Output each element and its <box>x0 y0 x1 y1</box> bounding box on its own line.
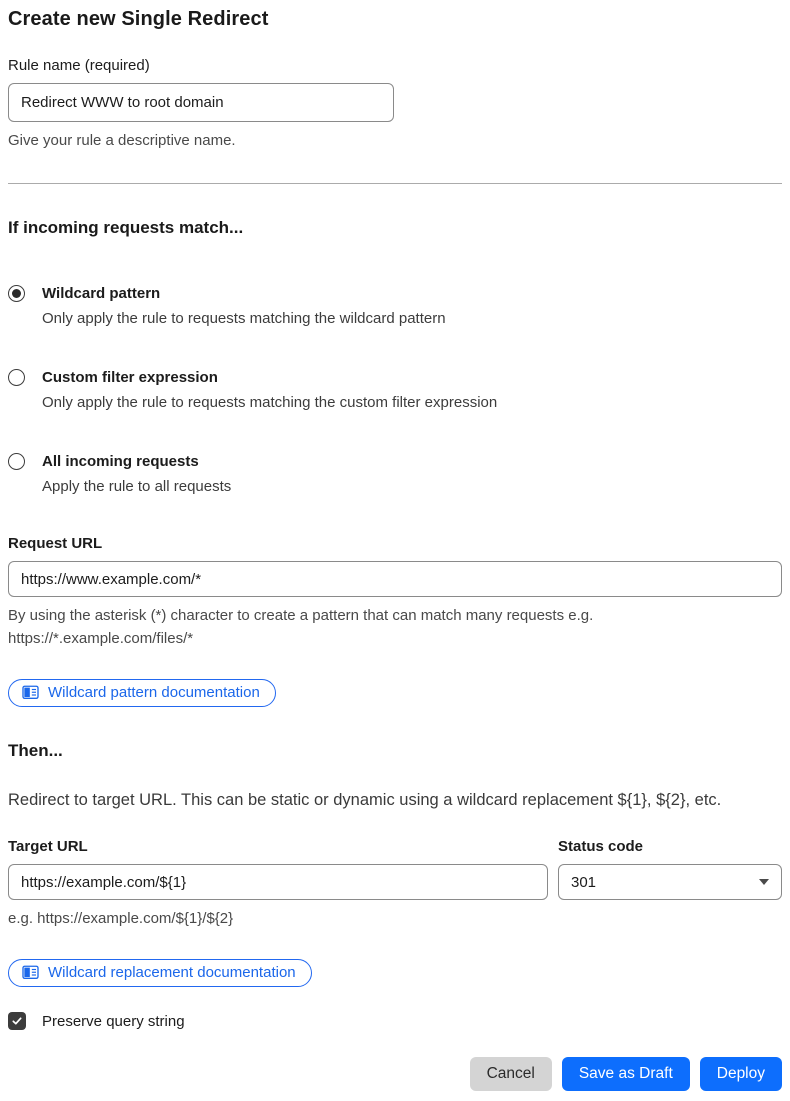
book-icon <box>22 965 39 980</box>
rule-name-help: Give your rule a descriptive name. <box>8 132 236 149</box>
match-section-heading: If incoming requests match... <box>8 218 244 237</box>
request-url-section <box>8 535 782 707</box>
radio-option-custom-filter-expression[interactable] <box>8 367 782 413</box>
wildcard-replacement-docs-label: Wildcard replacement documentation <box>48 964 296 981</box>
preserve-query-string-label: Preserve query string <box>42 1012 185 1030</box>
radio-unselected-icon[interactable] <box>8 453 25 470</box>
deploy-button[interactable]: Deploy <box>700 1057 782 1091</box>
radio-option-description: Only apply the rule to requests matching the custom filter expression <box>42 394 498 411</box>
then-section-description: Redirect to target URL. This can be static or dynamic using a wildcard replacement ${1}, ${2}, etc. <box>8 791 722 809</box>
radio-option-all-incoming-requests[interactable] <box>8 451 782 497</box>
save-as-draft-button[interactable]: Save as Draft <box>562 1057 690 1091</box>
radio-selected-icon[interactable] <box>8 285 25 302</box>
status-code-select[interactable] <box>558 864 782 900</box>
radio-option-label: All incoming requests <box>42 453 199 470</box>
radio-option-wildcard-pattern[interactable] <box>8 283 782 329</box>
radio-option-text <box>42 367 497 413</box>
caret-down-icon <box>759 879 769 885</box>
target-url-field <box>8 838 548 900</box>
request-url-input[interactable] <box>8 561 782 597</box>
then-section-heading: Then... <box>8 741 63 760</box>
request-url-help <box>8 604 782 650</box>
radio-option-label: Wildcard pattern <box>42 285 161 302</box>
target-row <box>8 838 782 900</box>
request-url-help-line1: By using the asterisk (*) character to create a pattern that can match many requests e.g. <box>8 607 594 624</box>
radio-option-description: Only apply the rule to requests matching the wildcard pattern <box>42 310 446 327</box>
radio-option-text <box>42 283 446 329</box>
wildcard-pattern-docs-label: Wildcard pattern documentation <box>48 684 260 701</box>
wildcard-pattern-docs-button[interactable] <box>8 679 276 707</box>
footer-actions <box>8 1057 782 1093</box>
rule-name-input[interactable] <box>8 83 394 122</box>
wildcard-replacement-docs-button[interactable] <box>8 959 312 987</box>
target-url-label: Target URL <box>8 838 88 855</box>
preserve-query-string-option[interactable] <box>8 1012 782 1030</box>
book-icon <box>22 685 39 700</box>
radio-unselected-icon[interactable] <box>8 369 25 386</box>
rule-name-label: Rule name (required) <box>8 57 150 74</box>
section-divider <box>8 183 782 184</box>
checkbox-checked-icon[interactable] <box>8 1012 26 1030</box>
target-url-help: e.g. https://example.com/${1}/${2} <box>8 910 234 927</box>
radio-option-label: Custom filter expression <box>42 369 218 386</box>
rule-name-field <box>8 57 782 152</box>
radio-option-description: Apply the rule to all requests <box>42 478 232 495</box>
radio-option-text <box>42 451 231 497</box>
page-title: Create new Single Redirect <box>8 8 269 30</box>
status-code-value: 301 <box>571 873 597 891</box>
status-code-label: Status code <box>558 838 644 855</box>
match-options-group <box>8 283 782 497</box>
checkmark-icon <box>11 1015 23 1027</box>
status-code-field <box>558 838 782 900</box>
request-url-label: Request URL <box>8 535 103 552</box>
cancel-button[interactable]: Cancel <box>470 1057 552 1091</box>
target-url-input[interactable] <box>8 864 548 900</box>
request-url-help-line2: https://*.example.com/files/* <box>8 630 194 647</box>
